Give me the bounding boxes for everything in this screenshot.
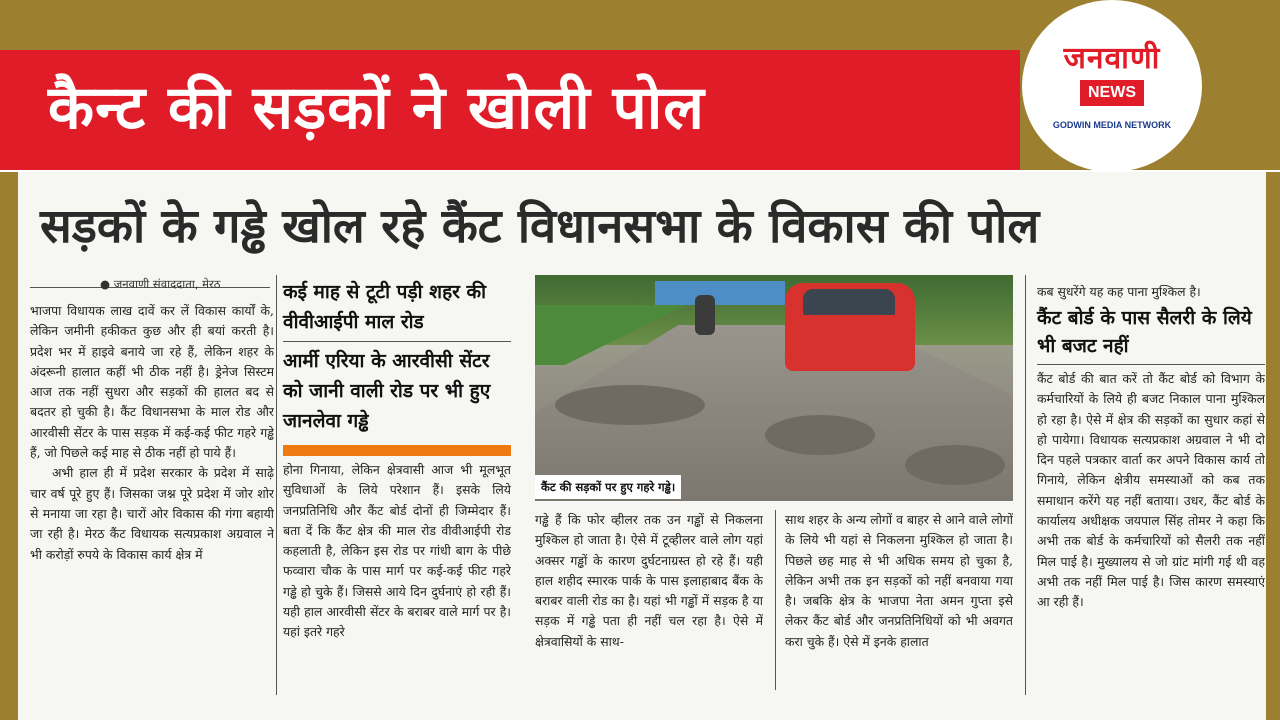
column-1 xyxy=(30,301,274,699)
logo-news-badge: NEWS xyxy=(1080,80,1144,106)
pothole-road-photo xyxy=(535,275,1013,501)
column-3 xyxy=(535,510,763,696)
column-1-para-1: भाजपा विधायक लाख दावें कर लें विकास कार्यों के, लेकिन जमीनी हकीकत कुछ और ही बयां करती है। प्रदेश भर में हाइवे बनाये जा रहे हैं, लेकिन शहर के अंदरूनी हालात कहीं भी ठीक नहीं है। ड्रेनेज सिस्टम आज तक नहीं सुधरा और सड़कों की हालत बद से बदतर हो चुकी है। कैंट विधानसभा के माल रोड और आरवीसी सेंटर के पास सड़क में कई-कई फीट गहरे गड्ढे हैं, जो पिछले कई माह से ठीक नहीं हो पाये हैं। xyxy=(30,303,274,461)
subhead-cantt-board: कैंट बोर्ड के पास सैलरी के लिये भी बजट नहीं xyxy=(1037,307,1252,357)
janvani-news-logo xyxy=(1022,0,1202,172)
article-title: सड़कों के गड्ढे खोल रहे कैंट विधानसभा के विकास की पोल xyxy=(40,199,1040,254)
headline-banner xyxy=(0,50,1020,170)
main-headline: कैन्ट की सड़कों ने खोली पोल xyxy=(48,73,705,143)
column-divider xyxy=(775,510,776,690)
subhead-rvc-center: आर्मी एरिया के आरवीसी सेंटर को जानी वाली रोड पर भी हुए जानलेवा गड्ढे xyxy=(283,350,491,432)
logo-network-text: GODWIN MEDIA NETWORK xyxy=(1052,120,1172,130)
column-2 xyxy=(283,460,511,696)
photo-pothole xyxy=(765,415,875,455)
subhead-mall-road: कई माह से टूटी पड़ी शहर की वीवीआईपी माल रोड xyxy=(283,281,487,333)
column-3-text: गड्ढे हैं कि फोर व्हीलर तक उन गड्ढों से निकलना मुश्किल हो जाता है। ऐसे में टूव्हीलर वाले लोग यहां अक्सर गड्ढों के कारण दुर्घटनाग्रस्त हो रहे हैं। यही हाल शहीद स्मारक पार्क के पास इलाहाबाद बैंक के बराबर वाली रोड का है। यहां भी गड्ढों में सड़क है या सड़क में गड्ढे पता ही नहीं चल रहा है। ऐसे में क्षेत्रवासियों के साथ- xyxy=(535,512,763,649)
byline: ● जनवाणी संवाददाता, मेरठ xyxy=(100,277,221,291)
column-divider xyxy=(1025,275,1026,695)
column-2-text: होना गिनाया, लेकिन क्षेत्रवासी आज भी मूलभूत सुविधाओं के लिये परेशान हैं। इसके लिये जनप्रतिनिधि और कैंट बोर्ड दोनों ही जिम्मेदार हैं। बता दें कि कैंट क्षेत्र की माल रोड वीवीआईपी रोड कहलाती है, लेकिन इस रोड पर गांधी बाग के पीछे फव्वारा चौक के पास मार्ग पर कई-कई फीट गहरे गड्ढे हो चुके हैं। जिससे आये दिन दुर्घनाएं हो रही हैं। यही हाल आरवीसी सेंटर के बराबर वाले मार्ग पर है। यहां इतरे गहरे xyxy=(283,462,511,640)
subhead-rule xyxy=(1037,364,1265,365)
photo-caption: कैंट की सड़कों पर हुए गहरे गड्ढे। xyxy=(535,475,681,499)
column-5 xyxy=(1037,369,1265,697)
photo-blue-wall xyxy=(655,281,785,305)
accent-bar xyxy=(283,445,511,456)
logo-brand-text: जनवाणी xyxy=(1063,41,1161,76)
column-4-text: साथ शहर के अन्य लोगों व बाहर से आने वाले लोगों के लिये भी यहां से निकलना मुश्किल हो जाता है। पिछले छह माह से भी अधिक समय हो चुका है, लेकिन अभी तक इन सड़कों को नहीं बनवाया गया है। जबकि क्षेत्र के भाजपा नेता अमन गुप्ता इसे लेकर कैंट बोर्ड और जनप्रतिनिधियों को भी अवगत करा चुके हैं। ऐसे में इनके हालात xyxy=(785,512,1013,649)
photo-car-window xyxy=(803,289,895,315)
photo-motorcyclist xyxy=(695,295,715,335)
subhead-rule xyxy=(283,341,511,342)
column-5-top xyxy=(1037,282,1265,304)
column-5-text: कैंट बोर्ड की बात करें तो कैंट बोर्ड को विभाग के कर्मचारियों के लिये ही बजट निकाल पाना मुश्किल हो रहा है। ऐसे में क्षेत्र की सड़कों का सुधार कहां से हो पायेगा। विधायक सत्यप्रकाश अग्रवाल ने भी दो दिन पहले पत्रकार वार्ता कर अपने विकास कार्य तो गिनाये, लेकिन क्षेत्रीय समस्याओं को कब तक समाधान करेंगे यह नहीं बताया। उधर, कैंट बोर्ड के कार्यालय अधीक्षक जयपाल सिंह तोमर ने कहा कि अभी तक बोर्ड के कर्मचारियों को सैलरी तक नहीं मिल पाई है। मुख्यालय से जो ग्रांट मांगी गई थी वह अभी तक नहीं मिल पाई है। जिस कारण समस्याएं आ रही हैं। xyxy=(1037,371,1265,610)
column-4 xyxy=(785,510,1013,696)
photo-pothole xyxy=(905,445,1005,485)
column-1-para-2: अभी हाल ही में प्रदेश सरकार के प्रदेश में साढ़े चार वर्ष पूरे हुए हैं। जिसका जश्न पूरे प्रदेश में जोर शोर से मनाया जा रहा है। चारों ओर विकास की गंगा बहायी जा रही है। मेरठ कैंट विधायक सत्यप्रकाश अग्रवाल ने भी करोड़ों रुपये के विकास कार्य क्षेत्र में xyxy=(30,465,274,562)
column-5-top-text: कब सुधरेंगे यह कह पाना मुश्किल है। xyxy=(1037,284,1201,299)
photo-pothole xyxy=(555,385,705,425)
column-divider xyxy=(276,275,277,695)
